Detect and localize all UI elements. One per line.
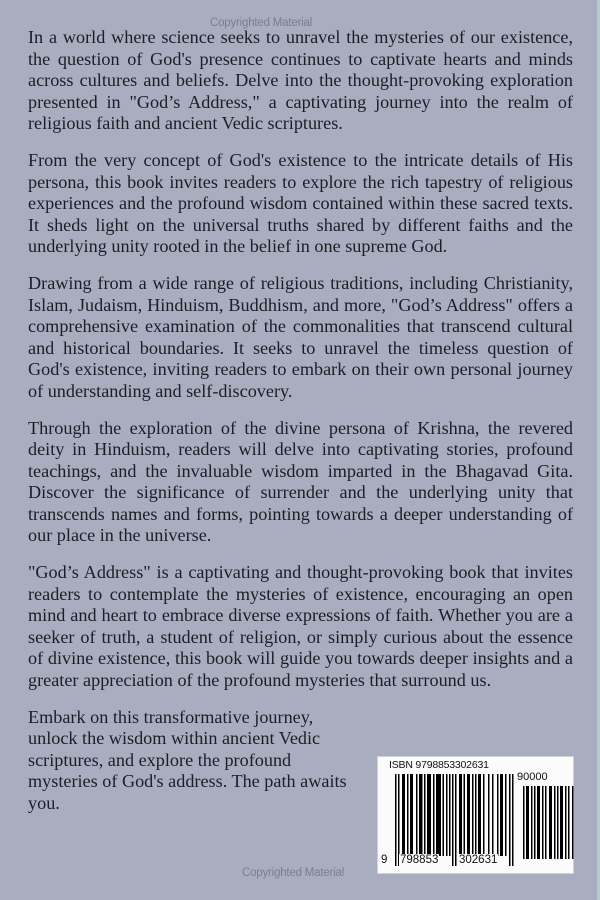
paragraph-2: From the very concept of God's existence to the intricate details of His persona, this book invites readers to explore the rich tapestry of religious experiences and the profound wisdom contained within these sacred texts. It sheds light on the universal truths shared by different faiths and the underlying unity rooted in the belief in one supreme God. bbox=[28, 149, 573, 257]
paragraph-6: Embark on this transformative journey, unlock the wisdom within ancient Vedic scriptures, and explore the profound mysteries of God's address. The path awaits you. bbox=[28, 706, 347, 813]
watermark-top: Copyrighted Material bbox=[210, 17, 313, 29]
price-code: 90000 bbox=[517, 771, 548, 783]
addon-barcode-icon bbox=[523, 786, 578, 859]
barcode-digit-first: 9 bbox=[381, 854, 388, 866]
barcode-digits-right: 302631 bbox=[459, 854, 498, 866]
isbn-barcode bbox=[377, 756, 574, 874]
paragraph-4: Through the exploration of the divine persona of Krishna, the revered deity in Hinduism, readers will delve into captivating stories, profound teachings, and the invaluable wisdom imparted in the Bhagavad Gita. Discover the significance of surrender and the underlying unity that transcends names and forms, pointing towards a deeper understanding of our place in the universe. bbox=[28, 417, 573, 546]
barcode-bars-icon bbox=[395, 774, 517, 866]
back-cover-description bbox=[28, 27, 573, 830]
watermark-bottom: Copyrighted Material bbox=[242, 867, 345, 879]
paragraph-5: "God’s Address" is a captivating and thought-provoking book that invites readers to contemplate the mysteries of existence, encouraging an open mind and heart to embrace diverse expressions of faith. Whether you are a seeker of truth, a student of religion, or simply curious about the essence of divine existence, this book will guide you towards deeper insights and a greater appreciation of the profound mysteries that surround us. bbox=[28, 562, 573, 691]
paragraph-1: In a world where science seeks to unravel the mysteries of our existence, the question of God's presence continues to captivate hearts and minds across cultures and beliefs. Delve into the thought-provoking exploration presented in "God’s Address," a captivating journey into the realm of religious faith and ancient Vedic scriptures. bbox=[28, 27, 573, 134]
barcode-digits-left: 798853 bbox=[400, 854, 439, 866]
isbn-label: ISBN 9798853302631 bbox=[389, 759, 489, 771]
paragraph-3: Drawing from a wide range of religious traditions, including Christianity, Islam, Judaism, Hinduism, Buddhism, and more, "God’s Address" offers a comprehensive examination of the commonalities that transcend cultural and historical boundaries. It seeks to unravel the timeless question of God's existence, inviting readers to embark on their own personal journey of understanding and self-discovery. bbox=[28, 272, 573, 401]
